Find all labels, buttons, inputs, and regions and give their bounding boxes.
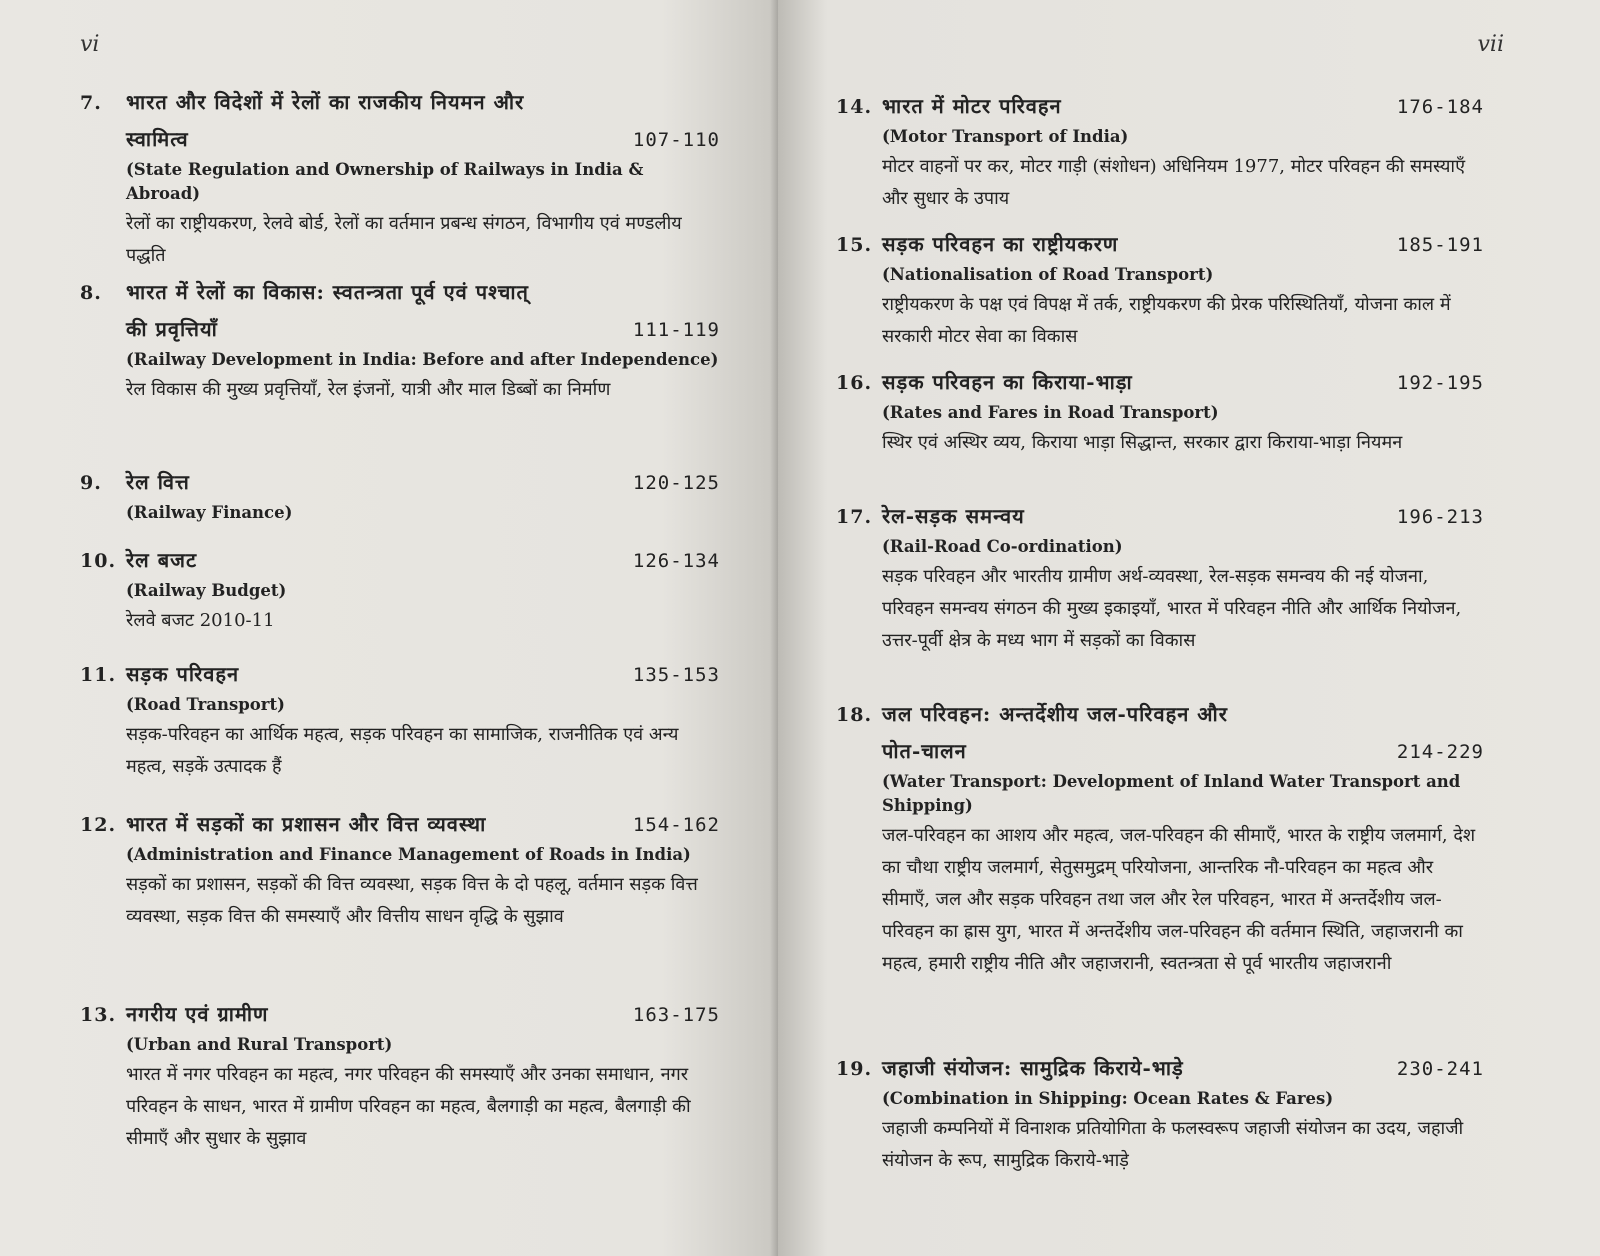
entry-description: रेलवे बजट 2010-11 — [126, 610, 275, 631]
entry-number: 15. — [836, 234, 873, 256]
english-title: (Road Transport) — [126, 695, 285, 714]
page-range: 107-110 — [632, 129, 720, 151]
entry-title: सड़क परिवहन का राष्ट्रीयकरण — [882, 232, 1119, 256]
page-number: vii — [1477, 32, 1504, 57]
english-title: (Railway Budget) — [126, 581, 287, 600]
entry-number: 13. — [80, 1004, 117, 1026]
page-range: 230-241 — [1396, 1058, 1484, 1080]
entry-title-cont: की प्रवृत्तियाँ — [126, 317, 218, 341]
right-page — [778, 0, 1600, 1256]
english-title: (Motor Transport of India) — [882, 127, 1129, 146]
toc-entry-14 — [836, 92, 1484, 215]
entry-description: जहाजी कम्पनियों में विनाशक प्रतियोगिता के फलस्वरूप जहाजी संयोजन का उदय, जहाजी संयोजन के रूप, सामुद्रिक किराये-भाड़े — [882, 1118, 1464, 1171]
entry-number: 17. — [836, 506, 873, 528]
toc-entry-19 — [836, 1054, 1484, 1177]
page-range: 111-119 — [632, 319, 720, 341]
english-title: (Administration and Finance Management of Roads in India) — [126, 845, 691, 864]
page-range: 192-195 — [1396, 372, 1484, 394]
entry-title: भारत और विदेशों में रेलों का राजकीय नियमन और — [126, 90, 525, 114]
entry-description: स्थिर एवं अस्थिर व्यय, किराया भाड़ा सिद्धान्त, सरकार द्वारा किराया-भाड़ा नियमन — [882, 432, 1403, 453]
entry-number: 12. — [80, 814, 117, 836]
entry-number: 19. — [836, 1058, 873, 1080]
entry-title: रेल वित्त — [126, 470, 190, 494]
page-range: 185-191 — [1396, 234, 1484, 256]
page-range: 214-229 — [1396, 741, 1484, 763]
toc-entry-7 — [80, 88, 720, 272]
entry-number: 11. — [80, 664, 117, 686]
toc-entry-9 — [80, 468, 720, 525]
entry-description: रेल विकास की मुख्य प्रवृत्तियाँ, रेल इंजनों, यात्री और माल डिब्बों का निर्माण — [126, 379, 611, 400]
toc-entry-11 — [80, 660, 720, 783]
entry-title: सड़क परिवहन का किराया-भाड़ा — [882, 370, 1133, 394]
entry-title: सड़क परिवहन — [126, 662, 240, 686]
entry-number: 9. — [80, 472, 102, 494]
page-number: vi — [80, 32, 100, 57]
entry-number: 16. — [836, 372, 873, 394]
english-title: (Railway Development in India: Before and after Independence) — [126, 350, 719, 369]
toc-entry-18 — [836, 700, 1484, 980]
entry-number: 10. — [80, 550, 117, 572]
toc-entry-10 — [80, 546, 720, 637]
toc-entry-8 — [80, 278, 720, 406]
toc-entry-13 — [80, 1000, 720, 1155]
entry-title: भारत में मोटर परिवहन — [882, 94, 1062, 118]
page-range: 120-125 — [632, 472, 720, 494]
entry-title: जल परिवहन: अन्तर्देशीय जल-परिवहन और — [882, 702, 1228, 726]
left-page — [0, 0, 778, 1256]
entry-title: रेल-सड़क समन्वय — [882, 504, 1025, 528]
entry-title: रेल बजट — [126, 548, 198, 572]
entry-number: 7. — [80, 92, 102, 114]
entry-description: राष्ट्रीयकरण के पक्ष एवं विपक्ष में तर्क, राष्ट्रीयकरण की प्रेरक परिस्थितियाँ, योजना काल में सरकारी मोटर सेवा का विकास — [882, 294, 1451, 347]
entry-description: भारत में नगर परिवहन का महत्व, नगर परिवहन की समस्याएँ और उनका समाधान, नगर परिवहन के साधन, भारत में ग्रामीण परिवहन का महत्व, बैलगाड़ी का महत्व, बैलगाड़ी की सीमाएँ और सुधार के सुझाव — [126, 1064, 691, 1149]
toc-entry-16 — [836, 368, 1484, 459]
entry-title-cont: पोत-चालन — [882, 739, 967, 763]
page-range: 135-153 — [632, 664, 720, 686]
entry-description: सड़क परिवहन और भारतीय ग्रामीण अर्थ-व्यवस्था, रेल-सड़क समन्वय की नई योजना, परिवहन समन्वय संगठन की मुख्य इकाइयाँ, भारत में परिवहन नीति और आर्थिक नियोजन, उत्तर-पूर्वी क्षेत्र के मध्य भाग में सड़कों का विकास — [882, 566, 1462, 651]
entry-title: भारत में सड़कों का प्रशासन और वित्त व्यवस्था — [126, 812, 487, 836]
page-range: 154-162 — [632, 814, 720, 836]
page-range: 163-175 — [632, 1004, 720, 1026]
entry-title: जहाजी संयोजन: सामुद्रिक किराये-भाड़े — [882, 1056, 1184, 1080]
entry-description: मोटर वाहनों पर कर, मोटर गाड़ी (संशोधन) अधिनियम 1977, मोटर परिवहन की समस्याएँ और सुधार के उपाय — [882, 156, 1466, 209]
english-title: (Water Transport: Development of Inland Water Transport and Shipping) — [882, 772, 1461, 815]
entry-description: सड़क-परिवहन का आर्थिक महत्व, सड़क परिवहन का सामाजिक, राजनीतिक एवं अन्य महत्व, सड़कें उत्पादक हैं — [126, 724, 679, 777]
entry-number: 8. — [80, 282, 102, 304]
toc-entry-17 — [836, 502, 1484, 657]
english-title: (Combination in Shipping: Ocean Rates & Fares) — [882, 1089, 1334, 1108]
entry-description: जल-परिवहन का आशय और महत्व, जल-परिवहन की सीमाएँ, भारत के राष्ट्रीय जलमार्ग, देश का चौथा राष्ट्रीय जलमार्ग, सेतुसमुद्रम् परियोजना, आन्तरिक नौ-परिवहन का महत्व और सीमाएँ, जल और सड़क परिवहन तथा जल और रेल परिवहन, भारत में अन्तर्देशीय जल-परिवहन का ह्रास युग, भारत में अन्तर्देशीय जल-परिवहन की वर्तमान स्थिति, जहाजरानी का महत्व, हमारी राष्ट्रीय नीति और जहाजरानी, स्वतन्त्रता से पूर्व भारतीय जहाजरानी — [882, 825, 1476, 974]
page-range: 196-213 — [1396, 506, 1484, 528]
entry-description: सड़कों का प्रशासन, सड़कों की वित्त व्यवस्था, सड़क वित्त के दो पहलू, वर्तमान सड़क वित्त व्यवस्था, सड़क वित्त की समस्याएँ और वित्तीय साधन वृद्धि के सुझाव — [126, 874, 698, 927]
toc-entry-12 — [80, 810, 720, 933]
english-title: (State Regulation and Ownership of Railways in India & Abroad) — [126, 160, 644, 203]
english-title: (Nationalisation of Road Transport) — [882, 265, 1214, 284]
english-title: (Railway Finance) — [126, 503, 293, 522]
entry-title: भारत में रेलों का विकास: स्वतन्त्रता पूर्व एवं पश्चात् — [126, 280, 529, 304]
toc-entry-15 — [836, 230, 1484, 353]
english-title: (Rail-Road Co-ordination) — [882, 537, 1123, 556]
entry-number: 18. — [836, 704, 873, 726]
page-range: 126-134 — [632, 550, 720, 572]
english-title: (Urban and Rural Transport) — [126, 1035, 393, 1054]
entry-number: 14. — [836, 96, 873, 118]
entry-title: नगरीय एवं ग्रामीण — [126, 1002, 269, 1026]
entry-description: रेलों का राष्ट्रीयकरण, रेलवे बोर्ड, रेलों का वर्तमान प्रबन्ध संगठन, विभागीय एवं मण्डलीय पद्धति — [126, 213, 682, 266]
page-range: 176-184 — [1396, 96, 1484, 118]
entry-title-cont: स्वामित्व — [126, 127, 189, 151]
english-title: (Rates and Fares in Road Transport) — [882, 403, 1219, 422]
